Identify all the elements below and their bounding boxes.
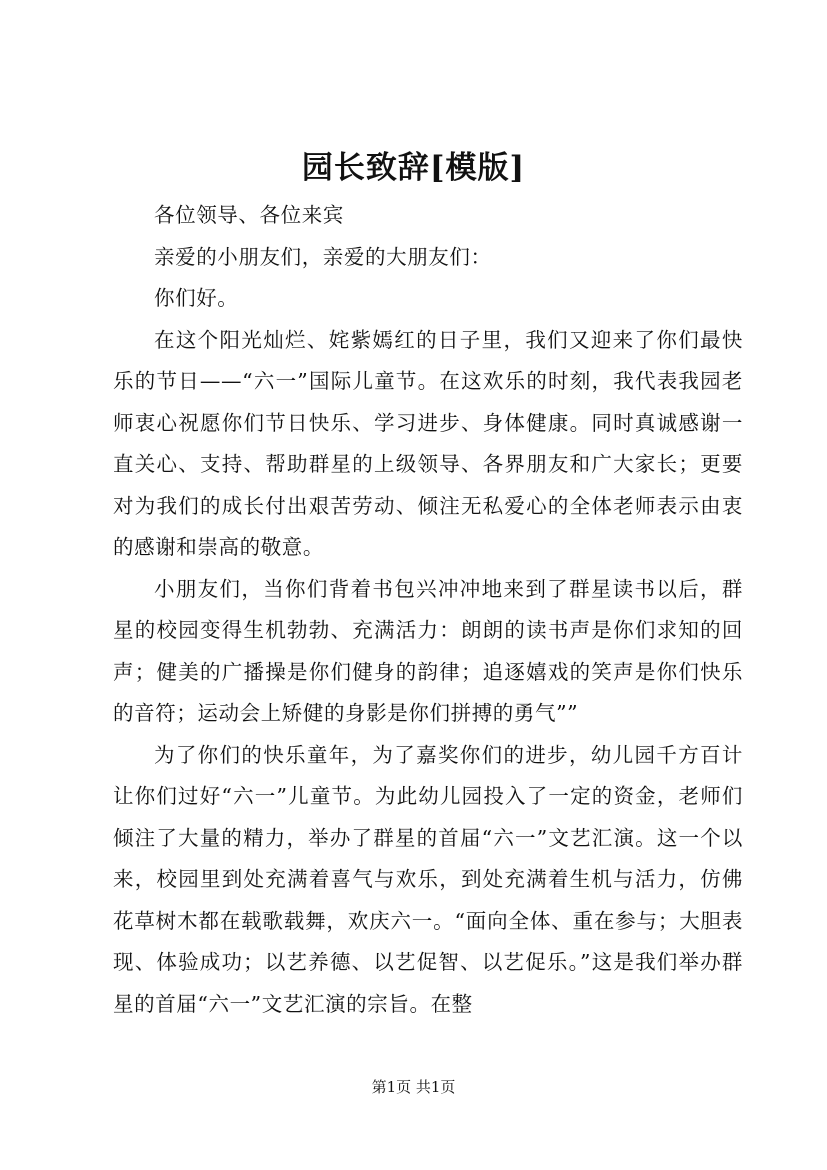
- document-title: 园长致辞[模版]: [301, 150, 526, 186]
- page-footer: 第1页 共1页: [371, 1078, 456, 1096]
- paragraph-greeting-1: 各位领导、各位来宾: [154, 203, 344, 227]
- paragraph-intro: 在这个阳光灿烂、姹紫嫣红的日子里，我们又迎来了你们最快乐的节日——“六一”国际儿童节。在这欢乐的时刻，我代表我园老师衷心祝愿你们节日快乐、学习进步、身体健康。同时真诚感谢一直关心、支持、帮助群星的上级领导、各界朋友和广大家长；更要对为我们的成长付出艰苦劳动、倾注无私爱心的全体老师表示由衷的感谢和崇高的敬意。: [113, 327, 743, 559]
- paragraph-greeting-2: 亲爱的小朋友们，亲爱的大朋友们：: [154, 244, 492, 269]
- paragraph-festival: 为了你们的快乐童年，为了嘉奖你们的进步，幼儿园千方百计让你们过好“六一”儿童节。为此幼儿园投入了一定的资金，老师们倾注了大量的精力，举办了群星的首届“六一”文艺汇演。这一个以来，校园里到处充满着喜气与欢乐，到处充满着生机与活力，仿佛花草树木都在载歌载舞，欢庆六一。“面向全体、重在参与；大胆表现、体验成功；以艺养德、以艺促智、以艺促乐。”这是我们举办群星的首届“六一”文艺汇演的宗旨。在整: [113, 742, 743, 1016]
- paragraph-children: 小朋友们，当你们背着书包兴冲冲地来到了群星读书以后，群星的校园变得生机勃勃、充满活力：朗朗的读书声是你们求知的回声；健美的广播操是你们健身的韵律；追逐嬉戏的笑声是你们快乐的音符；运动会上矫健的身影是你们拼搏的勇气””: [113, 576, 743, 725]
- document-body: [113, 195, 743, 1025]
- paragraph-greeting-3: 你们好。: [154, 286, 239, 310]
